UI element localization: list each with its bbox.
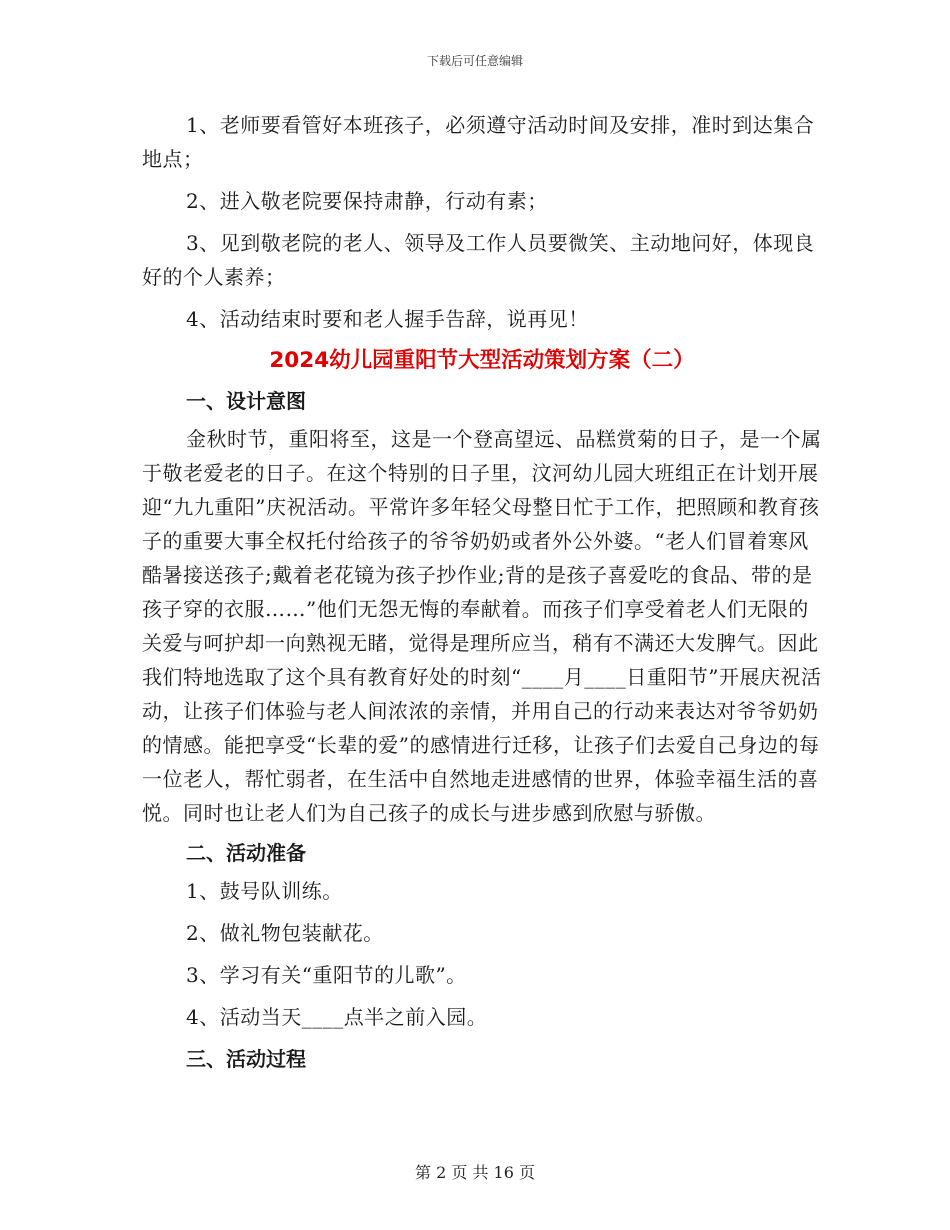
list-item: 1、鼓号队训练。	[186, 879, 343, 903]
list-item: 2、做礼物包装献花。	[186, 921, 384, 945]
list-item: 4、活动当天____点半之前入园。	[186, 1005, 488, 1029]
header-note: 下载后可任意编辑	[426, 54, 523, 68]
list-item: 2、进入敬老院要保持肃静，行动有素；	[186, 189, 548, 213]
list-item: 3、见到敬老院的老人、领导及工作人员要微笑、主动地问好，体现良好的个人素养；	[142, 231, 815, 289]
list-item: 4、活动结束时要和老人握手告辞，说再见！	[186, 307, 589, 331]
section-heading-design-intent: 一、设计意图	[186, 389, 306, 413]
list-item: 3、学习有关“重阳节的儿歌”。	[186, 963, 467, 987]
page-footer: 第 2 页 共 16 页	[415, 1163, 535, 1182]
design-intent-paragraph: 金秋时节，重阳将至，这是一个登高望远、品糕赏菊的日子，是一个属于敬老爱老的日子。在这个特别的日子里，汶河幼儿园大班组正在计划开展迎“九九重阳”庆祝活动。平常许多年轻父母整日忙于工作，把照顾和教育孩子的重要大事全权托付给孩子的爷爷奶奶或者外公外婆。“老人们冒着寒风酷暑接送孩子;戴着老花镜为孩子抄作业;背的是孩子喜爱吃的食品、带的是孩子穿的衣服……”他们无怨无悔的奉献着。而孩子们享受着老人们无限的关爱与呵护却一向熟视无睹，觉得是理所应当，稍有不满还大发脾气。因此我们特地选取了这个具有教育好处的时刻“____月____日重阳节”开展庆祝活动，让孩子们体验与老人间浓浓的亲情，并用自己的行动来表达对爷爷奶奶的情感。能把享受“长辈的爱”的感情进行迁移，让孩子们去爱自己身边的每一位老人，帮忙弱者，在生活中自然地走进感情的世界，体验幸福生活的喜悦。同时也让老人们为自己孩子的成长与进步感到欣慰与骄傲。	[142, 427, 822, 825]
document-body	[142, 108, 822, 1080]
list-item: 1、老师要看管好本班孩子，必须遵守活动时间及安排，准时到达集合地点；	[142, 113, 815, 171]
section-heading-preparation: 二、活动准备	[186, 841, 306, 865]
document-title: 2024幼儿园重阳节大型活动策划方案（二）	[269, 348, 695, 373]
section-heading-process: 三、活动过程	[186, 1047, 306, 1071]
